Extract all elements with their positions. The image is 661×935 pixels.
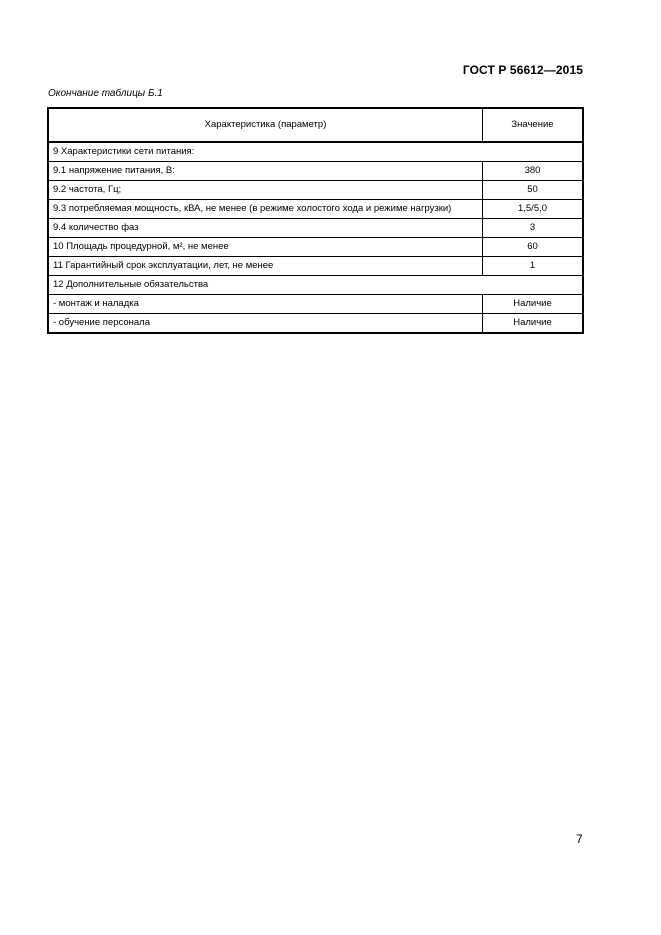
document-standard-code: ГОСТ Р 56612—2015 xyxy=(462,63,583,77)
row-installation-setup xyxy=(48,295,583,314)
row-power-supply-characteristics xyxy=(48,142,583,162)
row-parameter: 11 Гарантийный срок эксплуатации, лет, не менее xyxy=(48,257,483,276)
row-value: Наличие xyxy=(483,314,584,334)
row-value: 380 xyxy=(483,162,584,181)
row-parameter: 10 Площадь процедурной, м², не менее xyxy=(48,238,483,257)
row-value: 60 xyxy=(483,238,584,257)
row-frequency xyxy=(48,181,583,200)
table-caption: Окончание таблицы Б.1 xyxy=(48,88,163,99)
row-additional-obligations xyxy=(48,276,583,295)
page-number: 7 xyxy=(576,832,583,846)
row-parameter: 12 Дополнительные обязательства xyxy=(48,276,583,295)
row-parameter: 9.3 потребляемая мощность, кВА, не менее (в режиме холостого хода и режиме нагрузки) xyxy=(48,200,483,219)
row-value: 50 xyxy=(483,181,584,200)
row-warranty-period xyxy=(48,257,583,276)
row-value: 1 xyxy=(483,257,584,276)
row-value: Наличие xyxy=(483,295,584,314)
row-parameter: 9.1 напряжение питания, В: xyxy=(48,162,483,181)
header-parameter: Характеристика (параметр) xyxy=(48,108,483,142)
row-supply-voltage xyxy=(48,162,583,181)
row-phase-count xyxy=(48,219,583,238)
row-parameter: - обучение персонала xyxy=(48,314,483,334)
header-value: Значение xyxy=(483,108,584,142)
row-staff-training xyxy=(48,314,583,334)
row-parameter: 9.4 количество фаз xyxy=(48,219,483,238)
row-value: 3 xyxy=(483,219,584,238)
row-power-consumption xyxy=(48,200,583,219)
row-value: 1,5/5,0 xyxy=(483,200,584,219)
specification-table xyxy=(47,107,584,334)
row-parameter: 9.2 частота, Гц; xyxy=(48,181,483,200)
row-parameter: - монтаж и наладка xyxy=(48,295,483,314)
table-header-row xyxy=(48,108,583,142)
row-parameter: 9 Характеристики сети питания: xyxy=(48,142,583,162)
row-procedure-room-area xyxy=(48,238,583,257)
